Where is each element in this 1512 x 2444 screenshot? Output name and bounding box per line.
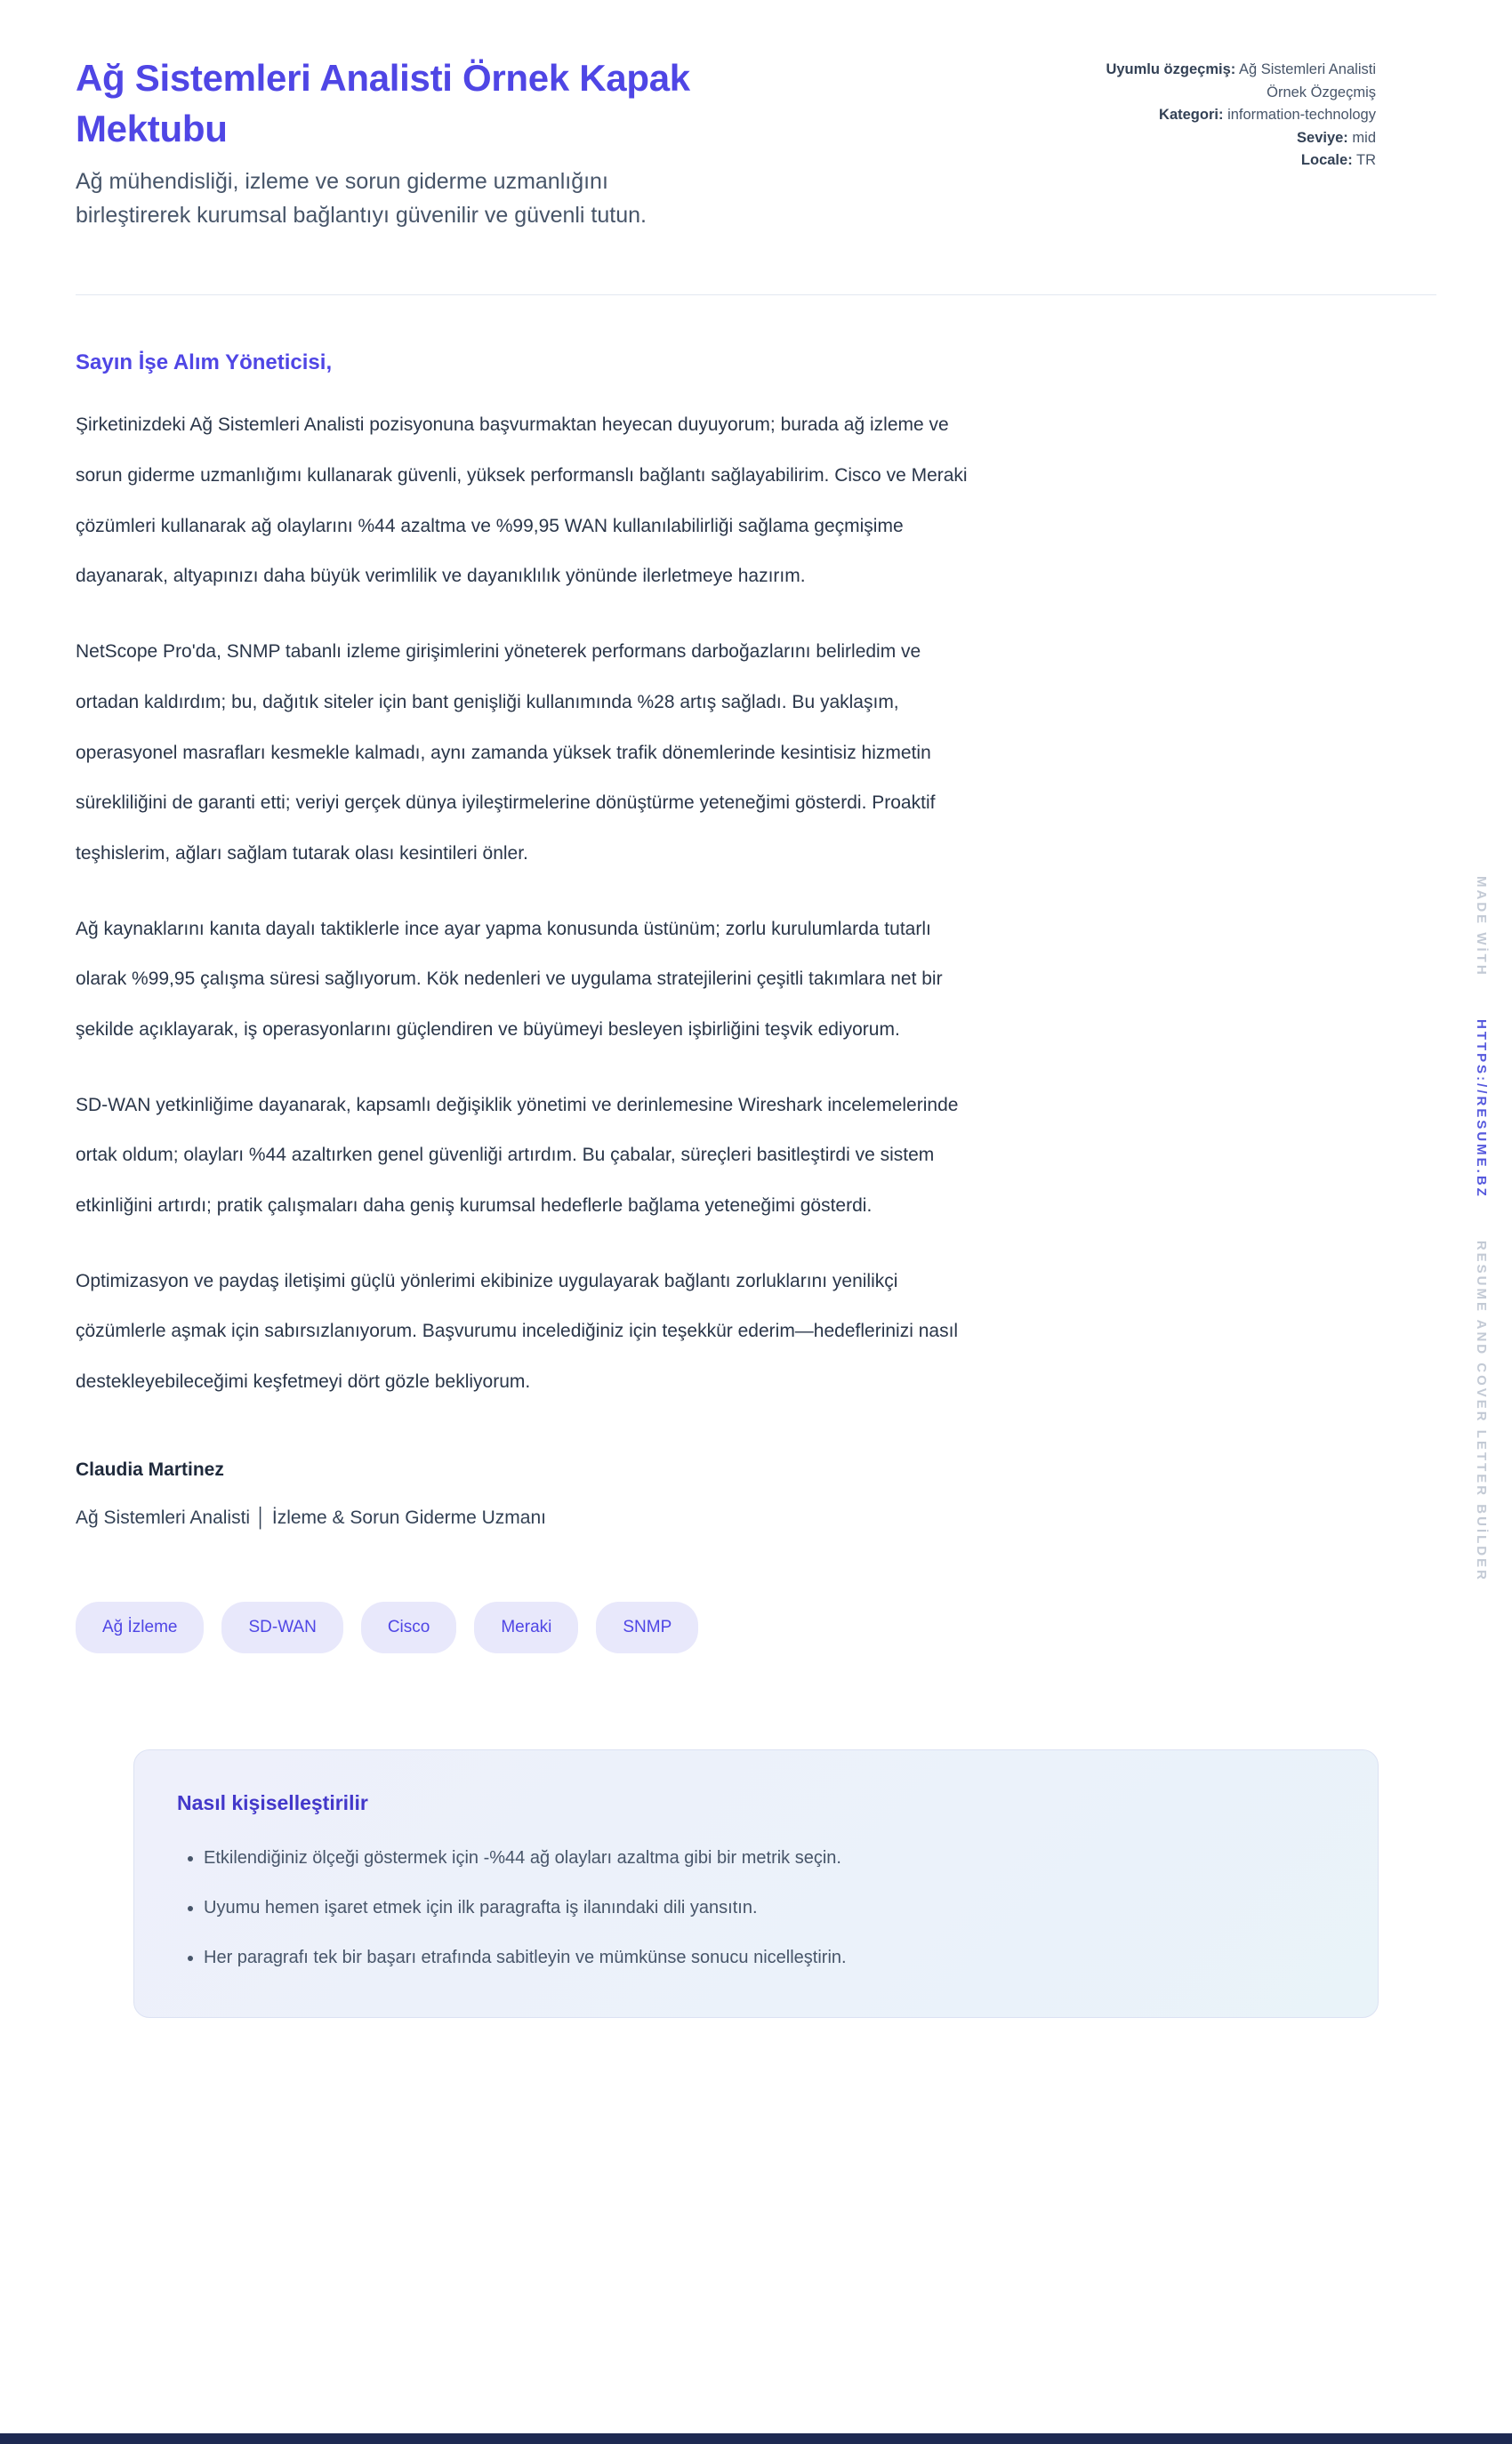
meta-label: Seviye: <box>1297 129 1348 146</box>
letter-paragraph: Şirketinizdeki Ağ Sistemleri Analisti pozisyonuna başvurmaktan heyecan duyuyorum; burada ağ izleme ve sorun giderme uzmanlığımı kullanarak güvenli, yüksek performanslı bağlantı sağlayabilirim. Cisco ve Meraki çözümleri kullanarak ağ olaylarını %44 azaltma ve %99,95 WAN kullanılabilirliği sağlama geçmişime dayanarak, altyapınızı daha büyük verimlilik ve dayanıklılık yönünde ilerletmeye hazırım. <box>76 414 968 587</box>
personalization-heading: Nasıl kişiselleştirilir <box>177 1790 368 1814</box>
meta-value: mid <box>1352 129 1376 146</box>
made-with-text: MADE WİTH <box>1474 876 1489 977</box>
builder-text: RESUME AND COVER LETTER BUİLDER <box>1474 1240 1489 1582</box>
tag-cisco[interactable]: Cisco <box>361 1602 457 1653</box>
page-title: Ağ Sistemleri Analisti Örnek Kapak Mektubu <box>76 57 690 149</box>
letter-paragraph: SD-WAN yetkinliğime dayanarak, kapsamlı değişiklik yönetimi ve derinlemesine Wireshark incelemelerinde ortak oldum; olayları %44 azaltırken genel güvenliği artırdım. Bu çabalar, süreçleri basitleştirdi ve sistem etkinliğini artırdı; pratik çalışmaları daha geniş kurumsal hedeflerle bağlama yeteneğimi gösterdi. <box>76 1094 959 1216</box>
signature-role: Ağ Sistemleri Analisti │ İzleme & Sorun Giderme Uzmanı <box>76 1507 546 1528</box>
made-with-badge <box>1474 876 1489 1582</box>
meta-value: TR <box>1356 152 1376 169</box>
meta-locale <box>1100 149 1376 173</box>
letter-paragraph: NetScope Pro'da, SNMP tabanlı izleme girişimlerini yöneterek performans darboğazlarını belirledim ve ortadan kaldırdım; bu, dağıtık siteler için bant genişliği kullanımında %28 artış sağladı. Bu yaklaşım, operasyonel masrafları kesmekle kalmadı, aynı zamanda yüksek trafik dönemlerinde kesintisiz hizmetin sürekliliğini de garanti etti; veriyi gerçek dünya iyileştirmelerine dönüştürme yeteneğimi gösterdi. Proaktif teşhislerim, ağları sağlam tutarak olası kesintileri önler. <box>76 641 936 864</box>
meta-level <box>1100 127 1376 150</box>
tag-meraki[interactable]: Meraki <box>474 1602 578 1653</box>
meta-label: Uyumlu özgeçmiş: <box>1106 61 1236 77</box>
meta-matching-resume <box>1100 59 1376 104</box>
meta-value: information-technology <box>1227 107 1376 124</box>
letter-greeting: Sayın İşe Alım Yöneticisi, <box>76 350 333 375</box>
tag-sd-wan[interactable]: SD-WAN <box>221 1602 342 1653</box>
tip-item: • Etkilendiğiniz ölçeği göstermek için -%44 ağ olayları azaltma gibi bir metrik seçin. <box>204 1845 1335 1871</box>
tag-snmp[interactable]: SNMP <box>596 1602 698 1653</box>
letter-paragraph: Optimizasyon ve paydaş iletişimi güçlü yönlerimi ekibinize uygulayarak bağlantı zorluklarını yenilikçi çözümlerle aşmak için sabırsızlanıyorum. Başvurumu incelediğiniz için teşekkür ederim—hedeflerinizi nasıl destekleyebileceğimi keşfetmeyi dört gözle bekliyorum. <box>76 1270 959 1393</box>
signature-name: Claudia Martinez <box>76 1459 224 1480</box>
meta-value: Ağ Sistemleri Analisti Örnek Özgeçmiş <box>1238 61 1376 100</box>
meta-label: Locale: <box>1300 152 1353 169</box>
page-subtitle: Ağ mühendisliği, izleme ve sorun giderme uzmanlığını birleştirerek kurumsal bağlantıyı güvenilir ve güvenli tutun. <box>76 169 647 229</box>
resume-bz-link[interactable]: HTTPS://RESUME.BZ <box>1474 1018 1489 1199</box>
bottom-accent-bar <box>0 2433 1512 2444</box>
meta-label: Kategori: <box>1159 107 1224 124</box>
header <box>76 53 1436 232</box>
tip-item: • Her paragrafı tek bir başarı etrafında sabitleyin ve mümkünse sonucu nicelleştirin. <box>204 1945 1335 1971</box>
tag-network-monitoring[interactable]: Ağ İzleme <box>76 1602 204 1653</box>
personalization-card <box>133 1749 1379 2018</box>
letter-paragraph: Ağ kaynaklarını kanıta dayalı taktiklerle ince ayar yapma konusunda üstünüm; zorlu kurulumlarda tutarlı olarak %99,95 çalışma süresi sağlıyorum. Kök nedenleri ve uygulama stratejilerini çeşitli takımlara net bir şekilde açıklayarak, iş operasyonlarını güçlendiren ve büyümeyi besleyen işbirliğini teşvik ediyorum. <box>76 918 943 1040</box>
header-title-block <box>76 53 698 232</box>
personalization-tips <box>177 1845 1335 1971</box>
header-divider <box>76 294 1436 295</box>
tip-item: • Uyumu hemen işaret etmek için ilk paragrafta iş ilanındaki dili yansıtın. <box>204 1895 1335 1921</box>
meta-category <box>1100 104 1376 127</box>
skill-tags <box>76 1602 1436 1653</box>
meta-panel <box>1100 59 1376 173</box>
cover-letter-body <box>76 350 974 1528</box>
